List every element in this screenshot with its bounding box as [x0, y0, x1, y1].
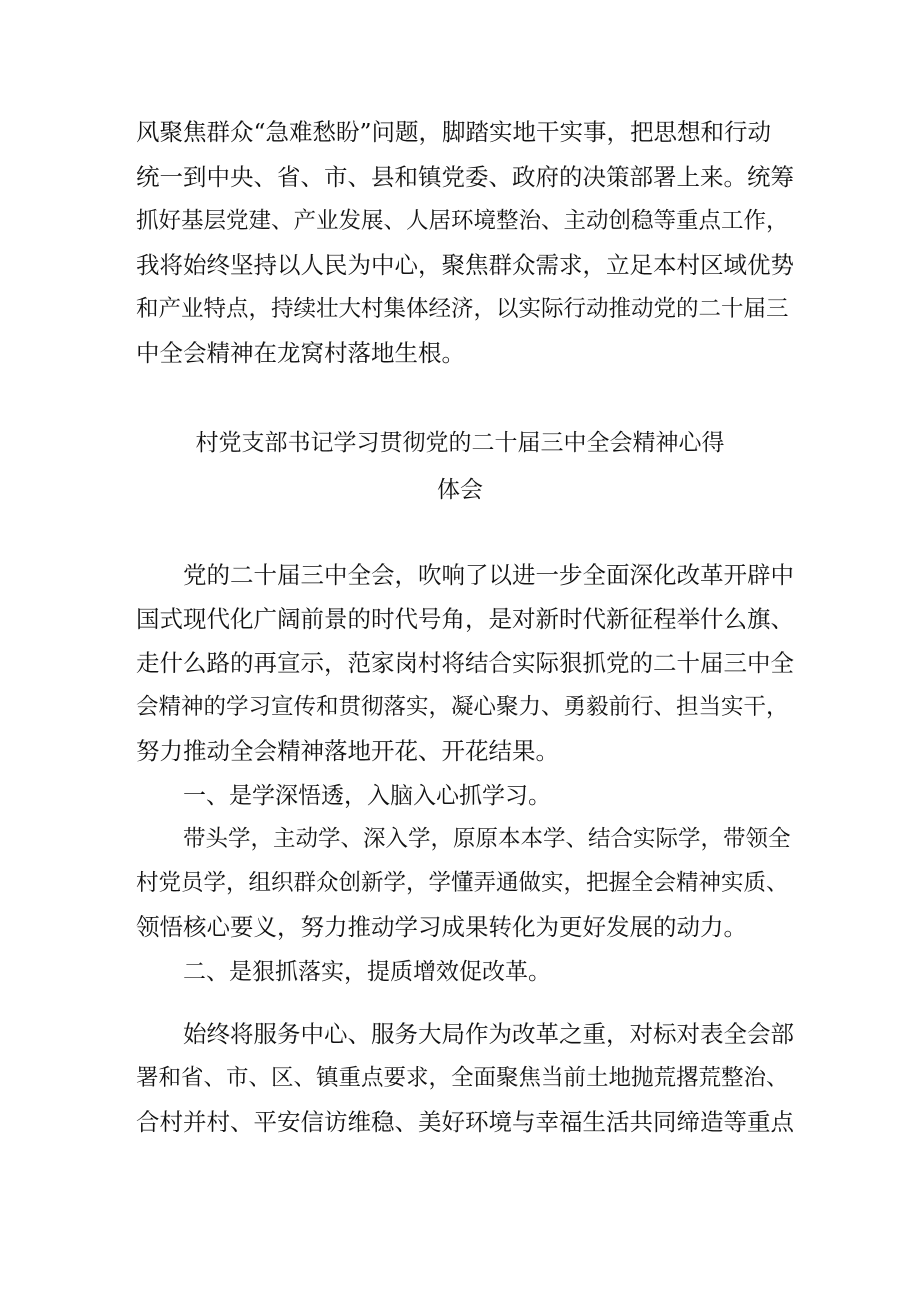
body-text-line: 署和省、市、区、镇重点要求，全面聚焦当前土地抛荒撂荒整治、 [136, 1065, 789, 1091]
body-text-line: 村党员学，组织群众创新学，学懂弄通做实，把握全会精神实质、 [136, 870, 789, 896]
body-text-line: 党的二十届三中全会，吹响了以进一步全面深化改革开辟中 [183, 561, 794, 589]
body-text-line: 会精神的学习宣传和贯彻落实，凝心聚力、勇毅前行、担当实干， [136, 694, 789, 720]
body-text-line: 风聚焦群众“急难愁盼”问题，脚踏实地干实事，把思想和行动 [136, 118, 772, 146]
document-title-line-2: 体会 [437, 477, 483, 503]
section-heading-1: 一、是学深悟透，入脑入心抓学习。 [183, 783, 551, 809]
body-text-line: 努力推动全会精神落地开花、开花结果。 [136, 737, 559, 765]
body-text-line: 始终将服务中心、服务大局作为改革之重，对标对表全会部 [183, 1020, 794, 1048]
body-text-line: 走什么路的再宣示，范家岗村将结合实际狠抓党的二十届三中全 [136, 649, 794, 677]
body-text-line: 领悟核心要义，努力推动学习成果转化为更好发展的动力。 [136, 913, 747, 941]
body-text-line: 统一到中央、省、市、县和镇党委、政府的决策部署上来。统筹 [136, 163, 794, 191]
body-text-line: 我将始终坚持以人民为中心，聚焦群众需求，立足本村区域优势 [136, 251, 794, 279]
body-text-line: 抓好基层党建、产业发展、人居环境整治、主动创稳等重点工作， [136, 208, 789, 234]
document-title-line-1: 村党支部书记学习贯彻党的二十届三中全会精神心得 [195, 430, 725, 456]
body-text-line: 合村并村、平安信访维稳、美好环境与幸福生活共同缔造等重点 [136, 1108, 794, 1136]
body-text-line: 带头学，主动学、深入学，原原本本学、结合实际学，带领全 [183, 826, 791, 852]
body-text-line: 中全会精神在龙窝村落地生根。 [136, 339, 465, 367]
section-heading-2: 二、是狠抓落实，提质增效促改革。 [183, 959, 551, 985]
body-text-line: 国式现代化广阔前景的时代号角，是对新时代新征程举什么旗、 [136, 605, 794, 633]
body-text-line: 和产业特点，持续壮大村集体经济，以实际行动推动党的二十届三 [136, 296, 789, 322]
